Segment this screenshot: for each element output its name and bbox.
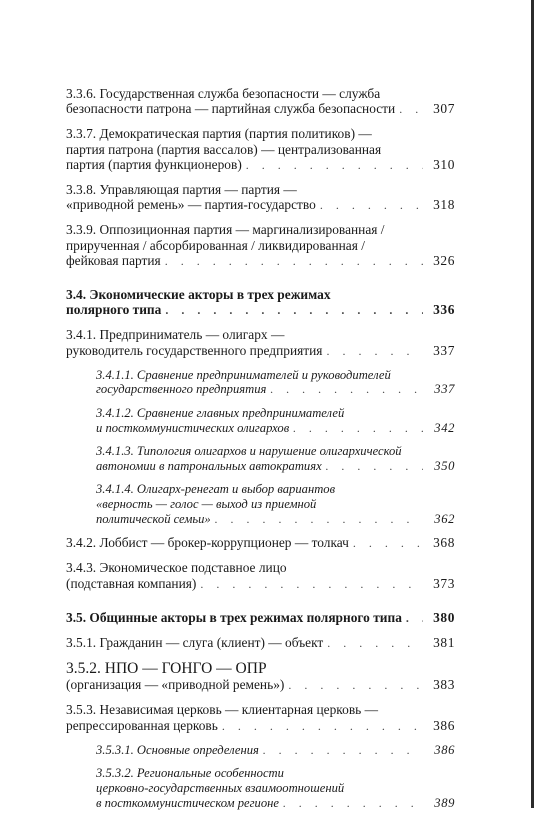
toc-page-number: 381 (433, 635, 455, 650)
toc-page-number: 350 (434, 458, 455, 473)
leader-dots (353, 536, 423, 551)
toc-page-number: 310 (433, 156, 455, 172)
toc-entry-title-line: 3.5.3.1. Основные определения (96, 742, 259, 757)
toc-entry-title-line: 3.5.3. Независимая церковь — клиентарная церковь — (66, 702, 378, 718)
toc-entry[interactable] (66, 287, 455, 318)
toc-page-number: 326 (433, 252, 455, 268)
toc-page-number: 336 (433, 302, 455, 318)
leader-dots (263, 743, 423, 758)
toc-entry[interactable] (66, 444, 455, 473)
leader-dots (222, 719, 423, 734)
leader-dots (326, 459, 423, 474)
leader-dots (200, 577, 423, 592)
toc-entry[interactable] (66, 182, 455, 213)
leader-dots (165, 254, 423, 269)
toc-entry-title-line: 3.4. Экономические акторы в трех режимах (66, 287, 331, 303)
toc-page-number: 342 (434, 420, 455, 435)
leader-dots (246, 158, 423, 173)
leader-dots (406, 611, 423, 626)
toc-page-number: 337 (433, 342, 455, 358)
leader-dots (165, 303, 423, 318)
toc-entry-title-line: 3.4.1.1. Сравнение предпринимателей и руководителей (96, 367, 391, 382)
section-gap (66, 278, 455, 287)
toc-entry-title-line: 3.4.1.3. Типология олигархов и нарушение олигархической (96, 444, 402, 459)
toc-entry[interactable] (66, 482, 455, 526)
toc-entry[interactable] (66, 327, 455, 358)
toc-entry-title-line: 3.4.3. Экономическое подставное лицо (66, 560, 287, 576)
toc-entry-title-line: 3.5.3.2. Региональные особенности (96, 766, 284, 781)
toc-entry-title-line: фейковая партия (66, 252, 161, 268)
toc-page-number: 368 (433, 535, 455, 551)
toc-entry-title-line: «верность — голос — выход из приемной (96, 497, 317, 511)
toc-entry-title-line: и посткоммунистических олигархов (96, 420, 290, 435)
toc-entry-title-line: 3.5.2. НПО — ГОНГО — ОПР (66, 660, 267, 678)
toc-entry[interactable] (66, 702, 455, 733)
toc-entry[interactable] (66, 126, 455, 173)
toc-page-number: 386 (433, 717, 455, 733)
toc-entry-title-line: церковно-государственных взаимоотношений (96, 781, 345, 795)
leader-dots (327, 636, 423, 651)
toc-entry-title-line: 3.4.1.2. Сравнение главных предпринимателей (96, 406, 345, 421)
toc-entry[interactable] (66, 660, 455, 693)
toc-entry-title-line: 3.3.7. Демократическая партия (партия политиков) — (66, 126, 372, 142)
toc-entry-title-line: (организация — «приводной ремень») (66, 677, 285, 693)
toc-entry-title-line: 3.3.8. Управляющая партия — партия — (66, 182, 297, 198)
toc-page-number: 362 (434, 511, 455, 526)
toc-entry-title-line: 3.3.6. Государственная служба безопасности — служба (66, 86, 381, 101)
toc-entry-title-line: полярного типа (66, 302, 162, 318)
toc-entry-title-line: 3.4.1. Предприниматель — олигарх — (66, 327, 285, 343)
toc-entry-title-line: 3.3.9. Оппозиционная партия — маргинализированная / (66, 222, 385, 238)
toc-entry-title-line: прирученная / абсорбированная / ликвидированная / (66, 237, 365, 253)
toc-entry[interactable] (66, 535, 455, 551)
toc-entry[interactable] (66, 766, 455, 810)
leader-dots (215, 512, 423, 527)
leader-dots (270, 382, 423, 397)
toc-entry-title-line: руководитель государственного предприятия (66, 342, 323, 358)
toc-entry[interactable] (66, 635, 455, 651)
toc-page-number: 380 (433, 609, 455, 625)
toc-page-number: 373 (433, 575, 455, 591)
leader-dots (288, 678, 423, 693)
toc-page-number: 318 (433, 197, 455, 213)
toc-entry[interactable] (66, 222, 455, 269)
toc-entry[interactable] (66, 560, 455, 591)
toc-entry-title-line: политической семьи» (96, 511, 211, 526)
toc-entry-title-line: 3.5.1. Гражданин — слуга (клиент) — объект (66, 635, 324, 650)
toc-entry-title-line: репрессированная церковь (66, 717, 218, 733)
leader-dots (293, 421, 423, 436)
toc-page-number: 383 (433, 677, 455, 693)
toc-page-number: 386 (434, 742, 455, 757)
toc-entry-title-line: безопасности патрона — партийная служба безопасности (66, 101, 396, 117)
toc-entry-title-line: в посткоммунистическом регионе (96, 795, 279, 810)
toc-entry-title-line: «приводной ремень» — партия-государство (66, 197, 316, 213)
toc-entry-title-line: партия (партия функционеров) (66, 156, 242, 172)
toc-entry[interactable] (66, 368, 455, 397)
section-gap (66, 601, 455, 610)
table-of-contents (66, 86, 455, 819)
toc-page-number: 307 (433, 101, 455, 117)
toc-entry-title-line: (подставная компания) (66, 575, 197, 591)
toc-entry-title-line: государственного предприятия (96, 382, 267, 397)
leader-dots (399, 102, 423, 117)
toc-entry-title-line: партия патрона (партия вассалов) — централизованная (66, 141, 382, 157)
leader-dots (326, 344, 423, 359)
toc-entry-title-line: 3.4.1.4. Олигарх-ренегат и выбор вариантов (96, 482, 336, 497)
toc-entry[interactable] (66, 743, 455, 758)
toc-page-number: 389 (434, 795, 455, 810)
toc-entry[interactable] (66, 406, 455, 435)
toc-entry-title-line: 3.4.2. Лоббист — брокер-коррупционер — толкач (66, 535, 349, 551)
toc-entry[interactable] (66, 610, 455, 626)
toc-entry[interactable] (66, 86, 455, 117)
leader-dots (320, 198, 423, 213)
toc-page-number: 337 (434, 382, 455, 397)
toc-entry-title-line: автономии в патрональных автократиях (96, 458, 322, 473)
toc-entry-title-line: 3.5. Общинные акторы в трех режимах полярного типа (66, 609, 402, 625)
